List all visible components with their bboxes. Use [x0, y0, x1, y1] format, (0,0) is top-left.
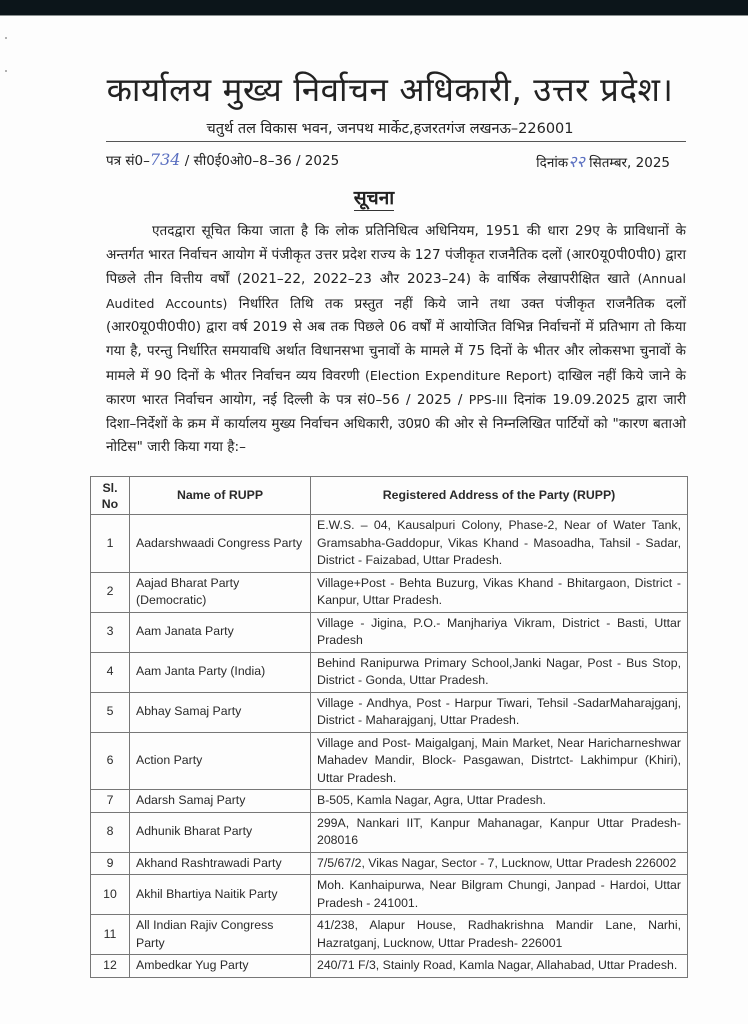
rupp-table	[90, 476, 688, 978]
party-serial-number: 5	[91, 692, 130, 732]
party-name: Adarsh Samaj Party	[130, 790, 311, 813]
notice-body	[106, 220, 686, 460]
party-address: 41/238, Alapur House, Radhakrishna Mandir Lane, Narhi, Hazratganj, Lucknow, Uttar Pradesh- 226001	[311, 915, 688, 955]
header-divider	[106, 141, 686, 142]
party-serial-number: 9	[91, 852, 130, 875]
party-name: Aam Janata Party	[130, 612, 311, 652]
table-row	[91, 852, 688, 875]
party-address: 299A, Nankari IIT, Kanpur Mahanagar, Kanpur Uttar Pradesh-208016	[311, 812, 688, 852]
handwritten-date-day: २२	[568, 152, 585, 171]
scan-speck	[5, 70, 7, 72]
body-english-term: (Annual Audited Accounts)	[106, 271, 686, 311]
party-serial-number: 2	[91, 572, 130, 612]
party-address: Behind Ranipurwa Primary School,Janki Nagar, Post - Bus Stop, District - Gonda, Uttar Pradesh.	[311, 652, 688, 692]
table-row	[91, 612, 688, 652]
party-address: Village and Post- Maigalganj, Main Market, Near Haricharneshwar Mahadev Mandir, Block- Pasgawan, Distrtct- Lakhimpur (Khiri), Uttar Pradesh.	[311, 732, 688, 790]
body-english-term: PPS-III	[468, 392, 508, 408]
party-name: Aadarshwaadi Congress Party	[130, 515, 311, 573]
party-serial-number: 6	[91, 732, 130, 790]
party-name: Akhand Rashtrawadi Party	[130, 852, 311, 875]
table-row	[91, 515, 688, 573]
body-text-part: निर्धारित तिथि तक प्रस्तुत नहीं किये जाने तथा उक्त पंजीकृत राजनैतिक दलों (आर0यू0पी0पी0) द्वारा वर्ष 2019 से अब तक पिछले 06 वर्षों में आयोजित विभिन्न निर्वाचनों में प्रतिभाग तो किया गया है, परन्तु निर्धारित समयावधि अर्थात विधानसभा चुनावों के मामले में 75 दिनों के भीतर और लोकसभा चुनावों के मामले में 90 दिनों के भीतर निर्वाचन व्यय विवरणी	[106, 295, 686, 384]
party-address: Village - Andhya, Post - Harpur Tiwari, Tehsil -SadarMaharajganj, District - Maharajganj, Uttar Pradesh.	[311, 692, 688, 732]
table-header-row	[91, 477, 688, 515]
table-row	[91, 572, 688, 612]
header-party-address: Registered Address of the Party (RUPP)	[311, 477, 688, 515]
date-prefix: दिनांक	[536, 155, 569, 171]
letter-reference	[106, 150, 339, 169]
party-serial-number: 4	[91, 652, 130, 692]
party-serial-number: 10	[91, 875, 130, 915]
party-address: 240/71 F/3, Stainly Road, Kamla Nagar, Allahabad, Uttar Pradesh.	[311, 955, 688, 978]
table-body	[91, 515, 688, 978]
party-serial-number: 12	[91, 955, 130, 978]
party-serial-number: 1	[91, 515, 130, 573]
office-title: कार्यालय मुख्य निर्वाचन अधिकारी, उत्तर प्रदेश।	[106, 70, 674, 109]
party-name: Aajad Bharat Party (Democratic)	[130, 572, 311, 612]
table-row	[91, 875, 688, 915]
reference-prefix: पत्र सं0–	[106, 153, 150, 169]
header-sl-no: Sl. No	[91, 477, 130, 515]
party-name: Ambedkar Yug Party	[130, 955, 311, 978]
reference-suffix: / सी0ई0ओ0–8–36 / 2025	[180, 153, 340, 169]
party-name: Action Party	[130, 732, 311, 790]
table-row	[91, 812, 688, 852]
date-suffix: सितम्बर, 2025	[584, 155, 670, 171]
top-dark-band	[0, 0, 748, 16]
notice-heading-text: सूचना	[353, 187, 395, 209]
table-row	[91, 652, 688, 692]
letter-date	[536, 150, 670, 172]
party-name: Abhay Samaj Party	[130, 692, 311, 732]
office-address: चतुर्थ तल विकास भवन, जनपथ मार्केट,हजरतगंज लखनऊ–226001	[206, 121, 574, 137]
table-row	[91, 732, 688, 790]
body-english-term: (Election Expenditure Report)	[365, 367, 553, 383]
handwritten-letter-number: 734	[149, 150, 181, 169]
body-text-part: दिनांक 19.09.2025 द्वारा जारी दिशा–निर्देशों के क्रम में कार्यालय मुख्य निर्वाचन अधिकारी, उ0प्र0 की ओर से निम्नलिखित पार्टियों को "कारण बताओ नोटिस" जारी किया गया है:–	[106, 392, 687, 456]
body-text-part: एतदद्वारा सूचित किया जाता है कि लोक प्रतिनिधित्व अधिनियम, 1951 की धारा 29ए के प्राविधानों के अन्तर्गत भारत निर्वाचन आयोग में पंजीकृत उत्तर प्रदेश राज्य के 127 पंजीकृत राजनैतिक दलों (आर0यू0पी0पी0) द्वारा पिछले तीन वित्तीय वर्षों (2021–22, 2022–23 और 2023–24) के वार्षिक लेखापरीक्षित खाते	[106, 223, 686, 288]
table-row	[91, 692, 688, 732]
party-serial-number: 8	[91, 812, 130, 852]
scan-speck	[5, 37, 7, 39]
party-address: 7/5/67/2, Vikas Nagar, Sector - 7, Lucknow, Uttar Pradesh 226002	[311, 852, 688, 875]
notice-heading	[0, 184, 748, 210]
party-address: Village+Post - Behta Buzurg, Vikas Khand - Bhitargaon, District - Kanpur, Uttar Pradesh.	[311, 572, 688, 612]
party-address: E.W.S. – 04, Kausalpuri Colony, Phase-2, Near of Water Tank, Gramsabha-Gaddopur, Vikas Khand - Masoadha, Tahsil - Sadar, District - Faizabad, Uttar Pradesh.	[311, 515, 688, 573]
party-serial-number: 7	[91, 790, 130, 813]
party-address: B-505, Kamla Nagar, Agra, Uttar Pradesh.	[311, 790, 688, 813]
table-row	[91, 915, 688, 955]
table-row	[91, 790, 688, 813]
party-name: Aam Janta Party (India)	[130, 652, 311, 692]
party-name: All Indian Rajiv Congress Party	[130, 915, 311, 955]
party-address: Moh. Kanhaipurwa, Near Bilgram Chungi, Janpad - Hardoi, Uttar Pradesh - 241001.	[311, 875, 688, 915]
body-text-part: दाखिल नहीं किये जाने के कारण भारत निर्वाचन आयोग, नई दिल्ली के पत्र सं0–56 / 2025 /	[106, 367, 686, 409]
table-row	[91, 955, 688, 978]
party-name: Adhunik Bharat Party	[130, 812, 311, 852]
party-name: Akhil Bhartiya Naitik Party	[130, 875, 311, 915]
party-serial-number: 3	[91, 612, 130, 652]
header-party-name: Name of RUPP	[130, 477, 311, 515]
party-serial-number: 11	[91, 915, 130, 955]
party-address: Village - Jigina, P.O.- Manjhariya Vikram, District - Basti, Uttar Pradesh	[311, 612, 688, 652]
